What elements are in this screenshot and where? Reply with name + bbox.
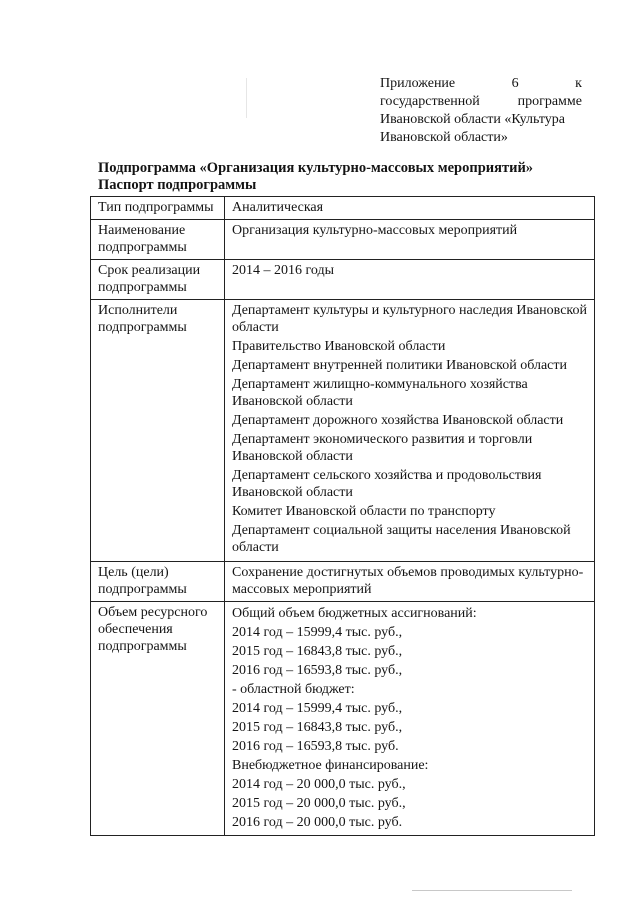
executor-item: Комитет Ивановской области по транспорту [232, 504, 496, 519]
table-row [91, 197, 595, 220]
value-line: Аналитическая [232, 200, 324, 215]
executor-item: Департамент внутренней политики Ивановской области [232, 358, 567, 373]
budget-line: Общий объем бюджетных ассигнований: [232, 606, 477, 621]
appendix-word: Приложение [380, 76, 456, 91]
row-label: Тип подпрограммы [91, 197, 225, 220]
appendix-word: программе [517, 94, 582, 109]
row-label: Наименование подпрограммы [91, 220, 225, 260]
row-value [225, 300, 595, 562]
subprogram-heading [98, 160, 533, 194]
row-value [225, 602, 595, 836]
budget-line: 2014 год – 15999,4 тыс. руб., [232, 701, 403, 716]
budget-line: 2015 год – 20 000,0 тыс. руб., [232, 796, 406, 811]
executor-item: Правительство Ивановской области [232, 339, 446, 354]
scan-artifact [412, 890, 572, 891]
row-label: Объем ресурсного обеспечения подпрограммы [91, 602, 225, 836]
budget-line: 2016 год – 16593,8 тыс. руб., [232, 663, 403, 678]
value-line: Сохранение достигнутых объемов проводимых культурно-массовых мероприятий [232, 565, 584, 597]
value-line: Организация культурно-массовых мероприятий [232, 223, 518, 238]
row-value [225, 562, 595, 602]
table-row [91, 220, 595, 260]
appendix-number: 6 [511, 76, 519, 91]
executor-item: Департамент сельского хозяйства и продовольствия Ивановской области [232, 468, 542, 500]
subprogram-title: Подпрограмма «Организация культурно-массовых мероприятий» [98, 160, 534, 176]
table-row [91, 602, 595, 836]
appendix-line-4: Ивановской области» [380, 130, 508, 145]
row-value [225, 220, 595, 260]
appendix-note [380, 75, 582, 147]
scan-artifact [246, 78, 247, 118]
row-label: Срок реализации подпрограммы [91, 260, 225, 300]
value-line: 2014 – 2016 годы [232, 263, 335, 278]
budget-line: 2016 год – 20 000,0 тыс. руб. [232, 815, 403, 830]
budget-line: 2015 год – 16843,8 тыс. руб., [232, 644, 403, 659]
budget-line: 2014 год – 20 000,0 тыс. руб., [232, 777, 406, 792]
appendix-word: государственной [380, 94, 480, 109]
budget-line: 2016 год – 16593,8 тыс. руб. [232, 739, 399, 754]
row-value [225, 197, 595, 220]
executor-item: Департамент экономического развития и торговли Ивановской области [232, 432, 533, 464]
row-label: Цель (цели) подпрограммы [91, 562, 225, 602]
appendix-line-2 [380, 93, 582, 111]
executor-item: Департамент культуры и культурного наследия Ивановской области [232, 303, 588, 335]
passport-title: Паспорт подпрограммы [98, 177, 257, 193]
row-value [225, 260, 595, 300]
executor-item: Департамент социальной защиты населения Ивановской области [232, 523, 571, 555]
budget-line: 2014 год – 15999,4 тыс. руб., [232, 625, 403, 640]
executor-item: Департамент жилищно-коммунального хозяйства Ивановской области [232, 377, 528, 409]
table-row [91, 300, 595, 562]
appendix-line-1 [380, 75, 582, 93]
budget-line: Внебюджетное финансирование: [232, 758, 429, 773]
table-row [91, 562, 595, 602]
row-label: Исполнители подпрограммы [91, 300, 225, 562]
appendix-word: к [575, 76, 582, 91]
budget-line: 2015 год – 16843,8 тыс. руб., [232, 720, 403, 735]
executor-item: Департамент дорожного хозяйства Ивановской области [232, 413, 564, 428]
budget-line: - областной бюджет: [232, 682, 355, 697]
passport-table [90, 196, 595, 836]
appendix-line-3: Ивановской области «Культура [380, 112, 566, 127]
table-row [91, 260, 595, 300]
